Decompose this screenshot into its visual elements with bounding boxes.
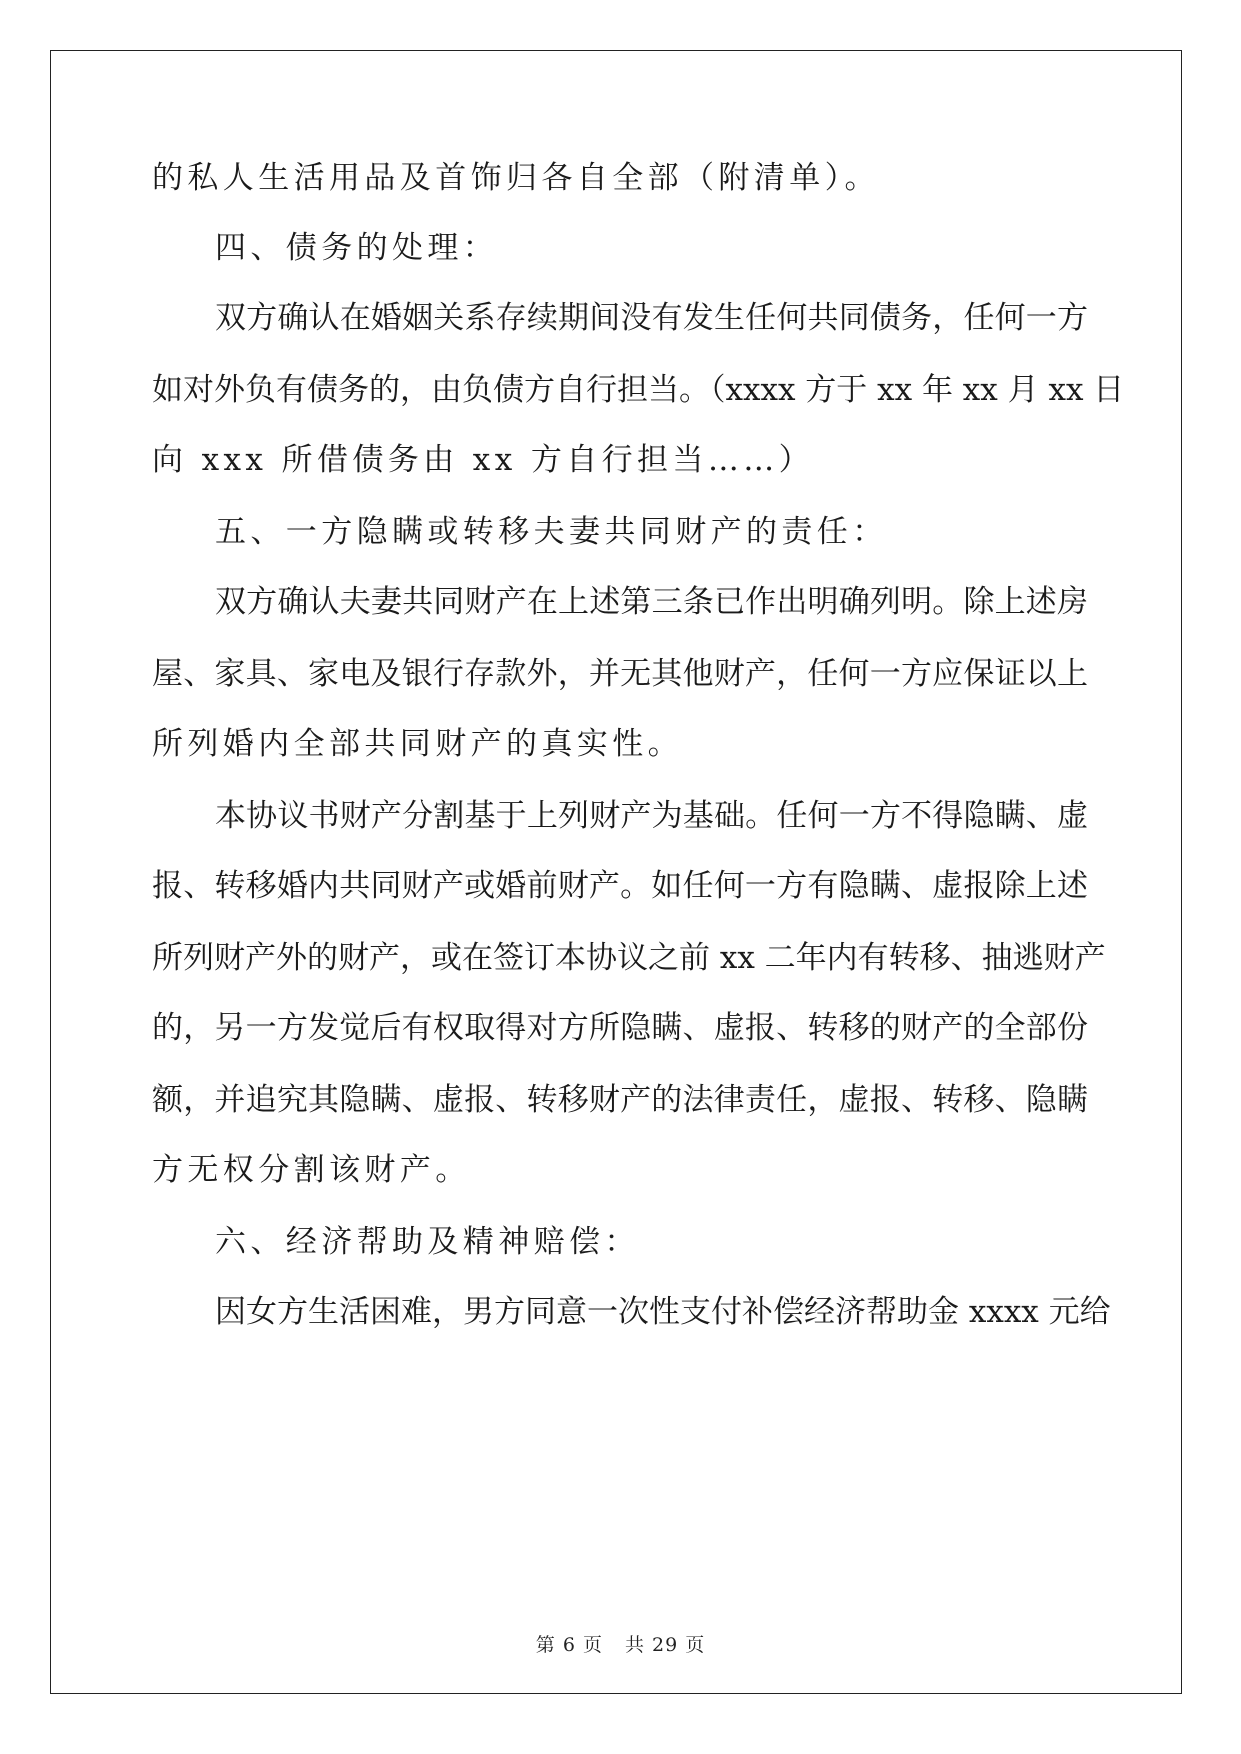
text-line: 屋、家具、家电及银行存款外，并无其他财产，任何一方应保证以上 <box>152 656 1088 692</box>
text-line: 的私人生活用品及首饰归各自全部（附清单）。 <box>152 160 880 196</box>
text-line: 因女方生活困难，男方同意一次性支付补偿经济帮助金 xxxx 元给 <box>215 1294 1111 1330</box>
text-line: 的，另一方发觉后有权取得对方所隐瞒、虚报、转移的财产的全部份 <box>152 1010 1088 1046</box>
section-heading-compensation: 六、经济帮助及精神赔偿： <box>215 1224 640 1260</box>
text-line: 额，并追究其隐瞒、虚报、转移财产的法律责任，虚报、转移、隐瞒 <box>152 1082 1088 1118</box>
page-total: 共 29 页 <box>624 1634 706 1656</box>
text-line: 报、转移婚内共同财产或婚前财产。如任何一方有隐瞒、虚报除上述 <box>152 868 1088 904</box>
text-line: 方无权分割该财产。 <box>152 1152 471 1188</box>
section-heading-debts: 四、债务的处理： <box>215 230 499 266</box>
text-line: 如对外负有债务的，由负债方自行担当。（xxxx 方于 xx 年 xx 月 xx 日 <box>152 372 1125 408</box>
text-line: 所列财产外的财产，或在签订本协议之前 xx 二年内有转移、抽逃财产 <box>152 940 1106 976</box>
text-line: 向 xxx 所借债务由 xx 方自行担当……） <box>152 442 815 478</box>
text-line: 所列婚内全部共同财产的真实性。 <box>152 726 683 762</box>
text-line: 本协议书财产分割基于上列财产为基础。任何一方不得隐瞒、虚 <box>215 798 1088 834</box>
text-line: 双方确认夫妻共同财产在上述第三条已作出明确列明。除上述房 <box>215 584 1088 620</box>
text-line: 双方确认在婚姻关系存续期间没有发生任何共同债务，任何一方 <box>215 300 1088 336</box>
section-heading-concealment: 五、一方隐瞒或转移夫妻共同财产的责任： <box>215 514 888 550</box>
page-footer <box>0 1630 1241 1657</box>
page-number: 第 6 页 <box>535 1634 603 1656</box>
